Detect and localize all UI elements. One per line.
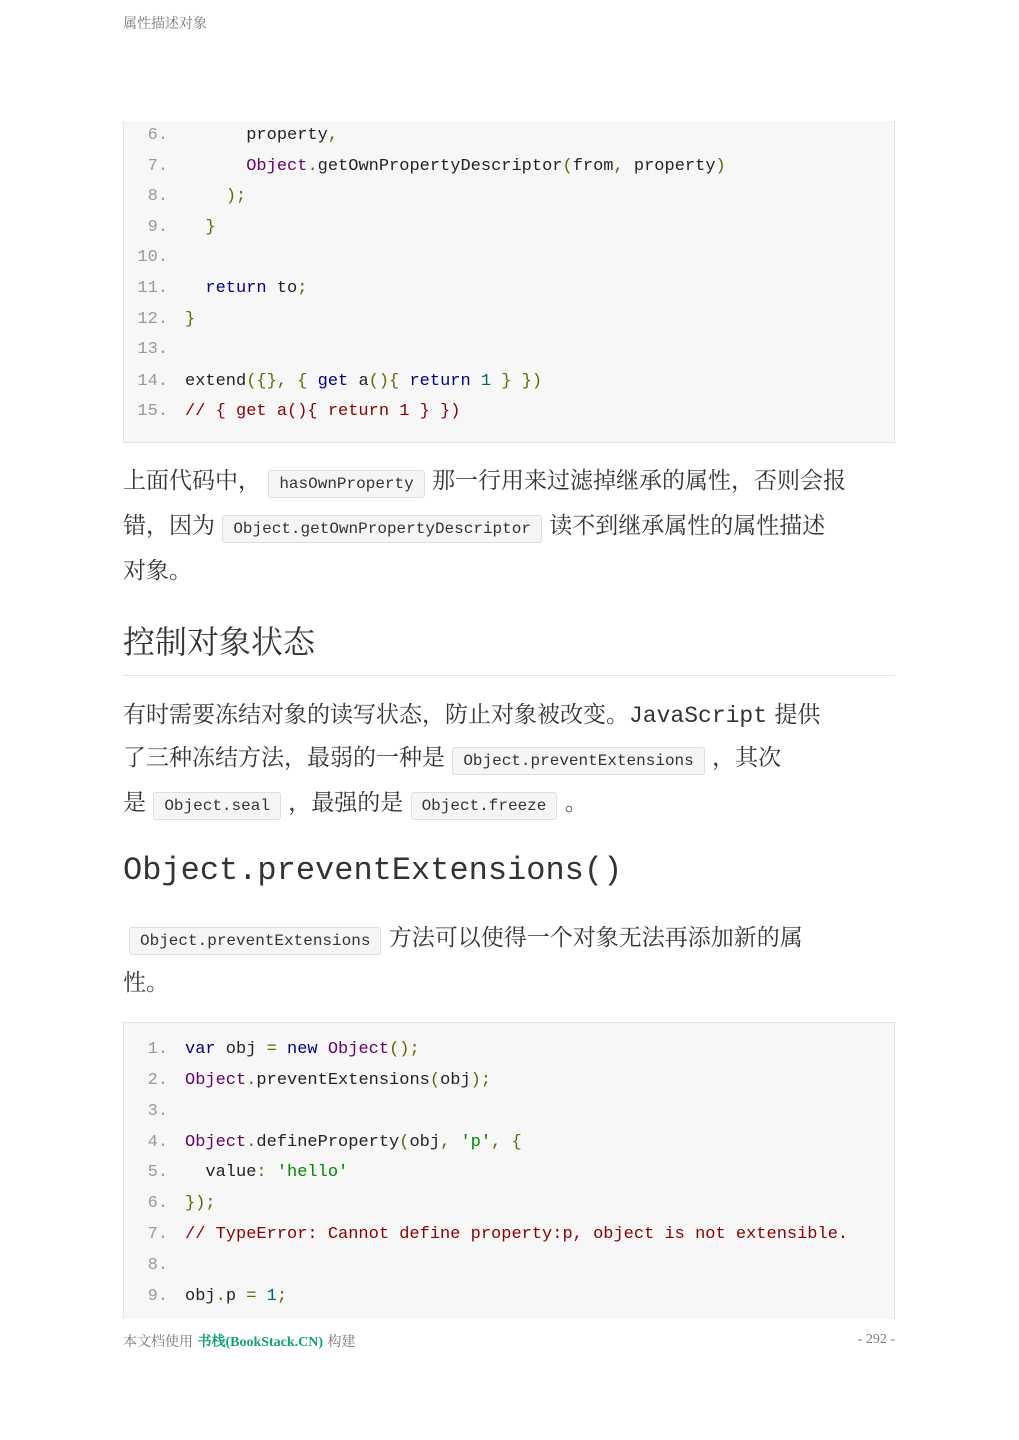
text: 了三种冻结方法，最弱的一种是 [123, 745, 445, 771]
paragraph-freeze-intro [123, 694, 895, 827]
inline-code: Object.preventExtensions [452, 747, 704, 775]
running-header: 属性描述对象 [123, 16, 207, 32]
text: 对象。 [123, 558, 192, 584]
line-number: 13. [137, 340, 168, 359]
line-number: 3. [147, 1102, 168, 1121]
text: 是 [123, 790, 146, 816]
code-text: Object.getOwnPropertyDescriptor(from, property) [246, 157, 726, 176]
code-line [124, 1158, 348, 1188]
code-text: var obj = new Object(); [185, 1040, 420, 1059]
code-text: property, [185, 126, 339, 145]
code-comment: // { get a(){ return 1 } }) [185, 402, 461, 421]
text: 有时需要冻结对象的读写状态，防止对象被改变。 [123, 702, 629, 728]
inline-code: Object.preventExtensions [129, 927, 381, 955]
heading-divider [123, 675, 895, 676]
line-number: 15. [137, 402, 168, 421]
line-number: 8. [147, 187, 168, 206]
code-text: extend({}, { get a(){ return 1 } }) [185, 372, 543, 391]
text: 那一行用来过滤掉继承的属性，否则会报 [432, 468, 847, 494]
inline-code: Object.getOwnPropertyDescriptor [222, 515, 542, 543]
code-text: return to; [205, 279, 308, 298]
code-text: } [185, 310, 196, 329]
code-line [124, 274, 307, 304]
line-number: 7. [147, 1225, 168, 1244]
code-line [124, 1066, 491, 1096]
code-text: value: 'hello' [185, 1163, 349, 1182]
code-block-preventextensions [123, 1022, 895, 1319]
line-number: 9. [147, 1287, 168, 1306]
code-comment: // TypeError: Cannot define property:p, object is not extensible. [185, 1225, 849, 1244]
text: 方法可以使得一个对象无法再添加新的属 [388, 925, 803, 951]
line-number: 10. [137, 248, 168, 267]
code-line [124, 243, 185, 273]
code-text: ); [225, 187, 247, 206]
line-number: 4. [147, 1133, 168, 1152]
code-line [124, 397, 460, 427]
line-number: 1. [147, 1040, 168, 1059]
line-number: 2. [147, 1071, 168, 1090]
paragraph-hasownproperty [123, 460, 895, 592]
line-number: 14. [137, 372, 168, 391]
footer-credit [123, 1331, 356, 1351]
line-number: 5. [147, 1163, 168, 1182]
code-line [124, 367, 542, 397]
page-number: - 292 - [857, 1332, 895, 1347]
text: 错，因为 [123, 513, 215, 539]
line-number: 8. [147, 1256, 168, 1275]
code-text: Object.preventExtensions(obj); [185, 1071, 492, 1090]
text: 读不到继承属性的属性描述 [549, 513, 826, 539]
code-line [124, 1251, 185, 1281]
text: 。 [564, 790, 588, 816]
code-line [124, 1097, 185, 1127]
line-number: 11. [137, 279, 168, 298]
code-text: obj.p = 1; [185, 1287, 288, 1306]
footer-suffix: 构建 [327, 1334, 356, 1350]
inline-code: hasOwnProperty [268, 470, 424, 498]
code-line [124, 335, 185, 365]
section-heading: 控制对象状态 [123, 623, 316, 661]
subheading: Object.preventExtensions() [123, 852, 623, 889]
footer-prefix: 本文档使用 [123, 1334, 193, 1350]
code-text: Object.defineProperty(obj, 'p', { [185, 1133, 522, 1152]
line-number: 9. [147, 218, 168, 237]
paragraph-preventextensions [123, 917, 895, 1004]
text: 性。 [123, 970, 169, 996]
code-line [124, 213, 216, 243]
code-block-extend [123, 121, 895, 443]
text: 提供 [767, 702, 821, 728]
code-line [124, 1128, 522, 1158]
line-number: 12. [137, 310, 168, 329]
code-line [124, 1282, 287, 1312]
inline-code: Object.freeze [411, 792, 558, 820]
code-line [124, 152, 726, 182]
code-line [124, 1189, 216, 1219]
bookstack-link[interactable]: 书栈(BookStack.CN) [197, 1335, 324, 1350]
line-number: 7. [147, 157, 168, 176]
inline-code: Object.seal [153, 792, 281, 820]
code-text: } [205, 218, 216, 237]
line-number: 6. [147, 126, 168, 145]
code-text: }); [185, 1194, 216, 1213]
text: JavaScript [629, 703, 768, 729]
text: 上面代码中， [123, 468, 261, 494]
text: ，其次 [712, 745, 782, 771]
code-line [124, 305, 195, 335]
text: ，最强的是 [288, 790, 404, 816]
code-line [124, 1035, 420, 1065]
code-line [124, 182, 246, 212]
code-line [124, 121, 338, 151]
line-number: 6. [147, 1194, 168, 1213]
code-line [124, 1220, 848, 1250]
